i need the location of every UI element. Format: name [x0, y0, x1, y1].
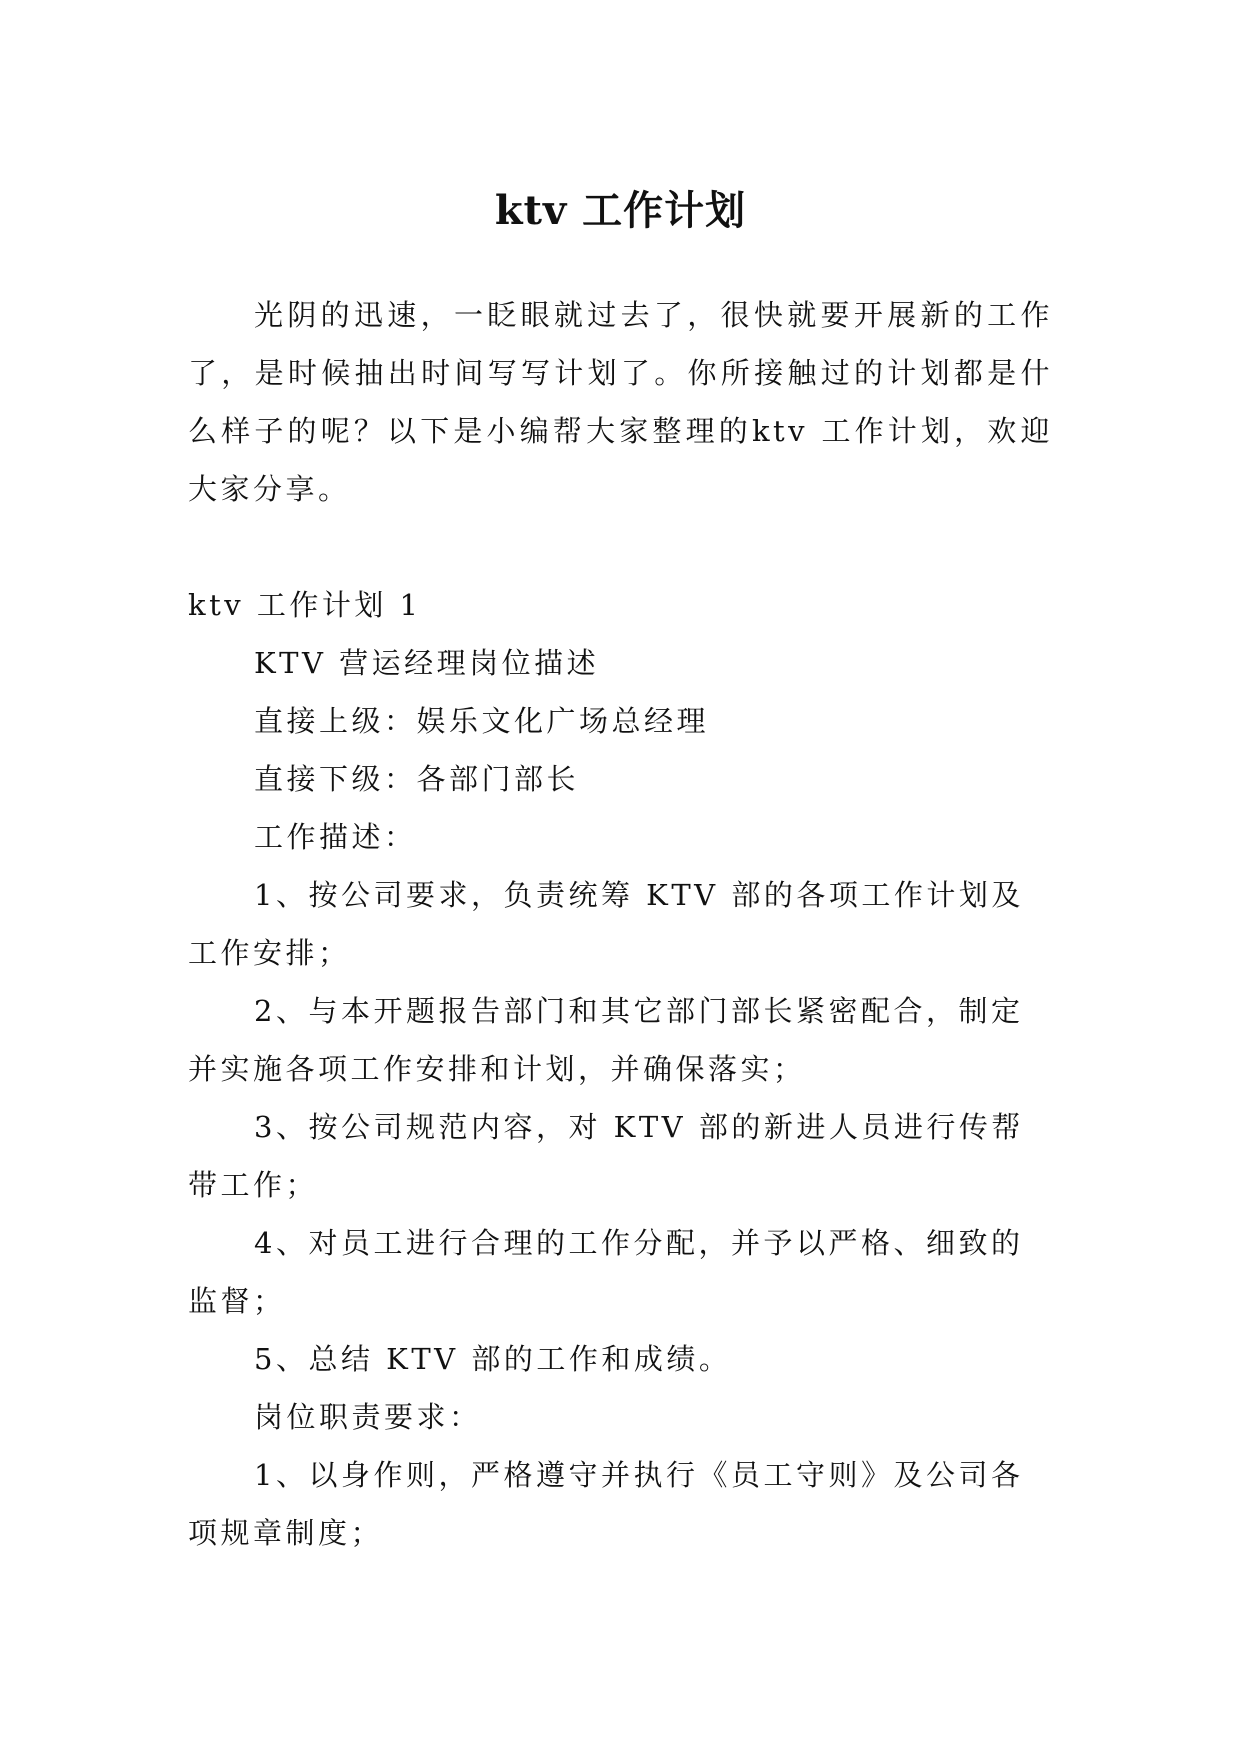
job-description-item: 1、按公司要求，负责统筹 KTV 部的各项工作计划及工作安排； — [188, 878, 1024, 970]
job-title-paragraph: KTV 营运经理岗位描述 — [254, 646, 600, 680]
document-body — [188, 286, 1053, 1562]
section-heading: ktv 工作计划 1 — [188, 588, 422, 622]
job-description-item: 2、与本开题报告部门和其它部门部长紧密配合，制定并实施各项工作安排和计划，并确保落实； — [188, 994, 1024, 1086]
job-description-item: 4、对员工进行合理的工作分配，并予以严格、细致的监督； — [188, 1226, 1024, 1318]
job-description-item: 3、按公司规范内容，对 KTV 部的新进人员进行传帮带工作； — [188, 1110, 1024, 1202]
direct-superior-paragraph: 直接上级：娱乐文化广场总经理 — [254, 704, 710, 738]
job-description-heading: 工作描述： — [254, 820, 417, 854]
job-description-item: 5、总结 KTV 部的工作和成绩。 — [254, 1342, 732, 1376]
intro-paragraph: 光阴的迅速，一眨眼就过去了，很快就要开展新的工作了，是时候抽出时间写写计划了。你所接触过的计划都是什么样子的呢？以下是小编帮大家整理的ktv 工作计划，欢迎大家分享。 — [188, 298, 1053, 506]
document-title: ktv 工作计划 — [494, 186, 747, 234]
direct-subordinate-paragraph: 直接下级：各部门部长 — [254, 762, 580, 796]
requirements-item: 1、以身作则，严格遵守并执行《员工守则》及公司各项规章制度； — [188, 1458, 1024, 1550]
requirements-heading: 岗位职责要求： — [254, 1400, 482, 1434]
